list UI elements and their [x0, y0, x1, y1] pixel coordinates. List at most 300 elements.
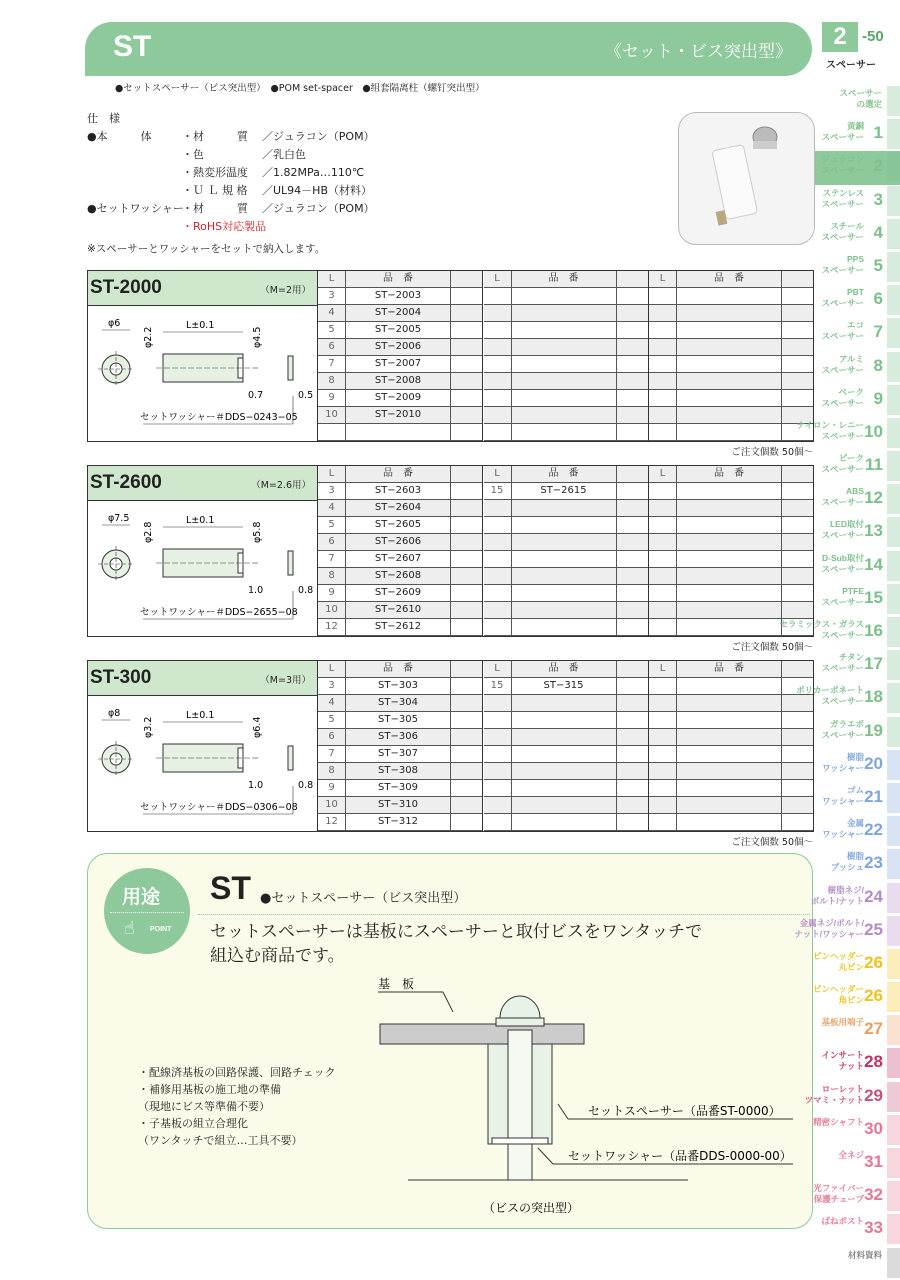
- sidebar-tab[interactable]: [812, 981, 900, 1014]
- part-number-cell: ST−2606: [346, 534, 451, 550]
- length-cell: [649, 356, 677, 372]
- part-number-cell: [512, 534, 617, 550]
- sidebar-tab[interactable]: [815, 450, 900, 483]
- tab-label-line2: ボルト/ナット: [810, 895, 864, 906]
- tab-label: [821, 586, 864, 608]
- length-cell: [649, 695, 677, 711]
- sidebar-tab[interactable]: [815, 284, 900, 317]
- spec-cell: ／UL94－HB（材料）: [262, 184, 372, 197]
- tab-label-line1: ピンヘッダー: [812, 984, 864, 995]
- table-row[interactable]: [649, 407, 813, 424]
- blank-cell: [617, 712, 648, 728]
- tab-label-line1: チタン: [838, 652, 864, 663]
- sidebar-tab[interactable]: [815, 1047, 900, 1080]
- table-row[interactable]: [318, 797, 482, 814]
- table-row[interactable]: [649, 356, 813, 373]
- tab-label-line2: スペーサー: [821, 497, 864, 508]
- spec-row: [87, 128, 375, 146]
- sidebar-tab[interactable]: [815, 1014, 900, 1047]
- tab-number: 7: [873, 322, 883, 342]
- length-cell: [649, 780, 677, 796]
- spec-cell: ／乳白色: [262, 148, 306, 161]
- tab-number: 32: [864, 1185, 883, 1205]
- length-cell: [484, 339, 512, 355]
- part-number-cell: [512, 500, 617, 516]
- tab-color-strip: [887, 1214, 900, 1244]
- sidebar-tab[interactable]: [815, 583, 900, 616]
- step-diameter-label: φ6.4: [252, 716, 263, 738]
- page-subtitle: 《セット・ビス突出型》: [605, 42, 792, 62]
- table-row[interactable]: [318, 288, 482, 305]
- part-number-cell: [677, 780, 782, 796]
- tab-number: 6: [873, 289, 883, 309]
- tab-color-strip: [887, 1148, 900, 1178]
- sidebar-tab[interactable]: [779, 616, 900, 649]
- tab-label-line1: ばねポスト: [821, 1216, 864, 1227]
- length-cell: [649, 585, 677, 601]
- length-cell: 9: [318, 780, 346, 796]
- header-blank: [782, 271, 813, 287]
- part-number-cell: ST−308: [346, 763, 451, 779]
- tab-color-strip: [887, 252, 900, 282]
- table-row[interactable]: [484, 780, 648, 797]
- dimension-panel: [88, 661, 318, 831]
- sidebar-tab[interactable]: [815, 749, 900, 782]
- tab-number: 27: [864, 1019, 883, 1039]
- part-list-group: [484, 661, 649, 831]
- blank-cell: [451, 568, 482, 584]
- washer-thickness-label: 0.5: [298, 390, 314, 401]
- sidebar-tab[interactable]: [815, 550, 900, 583]
- length-cell: 6: [318, 339, 346, 355]
- table-row[interactable]: [318, 500, 482, 517]
- blank-cell: [451, 551, 482, 567]
- sidebar-tab[interactable]: [815, 848, 900, 881]
- table-row[interactable]: [649, 729, 813, 746]
- spec-cell: [87, 164, 182, 182]
- sidebar-tab[interactable]: [794, 915, 900, 948]
- table-row[interactable]: [318, 619, 482, 636]
- spec-cell: ／ジュラコン（POM）: [262, 202, 375, 215]
- spec-cell: [87, 182, 182, 200]
- blank-cell: [617, 305, 648, 321]
- sidebar-tab[interactable]: [815, 815, 900, 848]
- length-cell: [484, 551, 512, 567]
- table-row[interactable]: [484, 797, 648, 814]
- header-part-number: 品 番: [677, 271, 782, 287]
- sidebar-tab[interactable]: [815, 716, 900, 749]
- table-row[interactable]: [318, 729, 482, 746]
- tab-label-line1: ピンヘッダー: [812, 950, 864, 961]
- part-number-cell: [512, 322, 617, 338]
- tab-label: [838, 1150, 864, 1161]
- table-row[interactable]: [649, 339, 813, 356]
- tab-color-strip: [887, 816, 900, 846]
- header-length: L: [484, 466, 512, 482]
- tab-number: 16: [864, 621, 883, 640]
- tab-label: [821, 486, 864, 508]
- tab-label-line1: ゴム: [846, 784, 864, 795]
- blank-cell: [782, 483, 813, 499]
- table-row[interactable]: [318, 746, 482, 763]
- tab-label-line2: スペーサー: [821, 729, 864, 740]
- sidebar-tab[interactable]: [815, 1114, 900, 1147]
- length-cell: [649, 568, 677, 584]
- blank-cell: [451, 602, 482, 618]
- length-cell: 4: [318, 500, 346, 516]
- part-number-cell: ST−2610: [346, 602, 451, 618]
- table-row[interactable]: [649, 568, 813, 585]
- tab-color-strip: [887, 949, 900, 979]
- part-number-cell: ST−2004: [346, 305, 451, 321]
- part-number-cell: ST−2615: [512, 483, 617, 499]
- table-row[interactable]: [318, 390, 482, 407]
- part-number-cell: [512, 729, 617, 745]
- table-row[interactable]: [318, 585, 482, 602]
- length-cell: [649, 814, 677, 830]
- blank-cell: [617, 322, 648, 338]
- table-row[interactable]: [484, 500, 648, 517]
- table-row[interactable]: [484, 534, 648, 551]
- blank-cell: [782, 356, 813, 372]
- blank-cell: [451, 763, 482, 779]
- table-row[interactable]: [484, 483, 648, 500]
- table-row[interactable]: [484, 517, 648, 534]
- sidebar-tab[interactable]: [815, 151, 900, 184]
- tab-color-strip: [887, 318, 900, 348]
- sidebar-tab[interactable]: [815, 218, 900, 251]
- blank-cell: [782, 797, 813, 813]
- sidebar-tab[interactable]: [815, 185, 900, 218]
- tab-color-strip: [887, 849, 900, 879]
- table-row[interactable]: [484, 695, 648, 712]
- tab-label-line2: 角ピン: [838, 995, 864, 1006]
- tab-color-strip: [887, 1181, 900, 1211]
- header-part-number: 品 番: [346, 661, 451, 677]
- part-number-cell: [677, 483, 782, 499]
- lead-line-2: 組込む商品です。: [210, 946, 345, 966]
- table-row[interactable]: [318, 322, 482, 339]
- table-row[interactable]: [649, 746, 813, 763]
- blank-cell: [451, 780, 482, 796]
- sidebar-tab[interactable]: [810, 882, 900, 915]
- sidebar-tab[interactable]: [815, 351, 900, 384]
- table-row[interactable]: [649, 797, 813, 814]
- table-row[interactable]: [318, 712, 482, 729]
- table-row[interactable]: [649, 585, 813, 602]
- tab-label-line2: ナット: [838, 1061, 864, 1072]
- tab-color-strip: [887, 186, 900, 216]
- length-label: L±0.1: [186, 320, 215, 331]
- length-cell: [484, 619, 512, 635]
- length-cell: 9: [318, 390, 346, 406]
- table-row[interactable]: [484, 568, 648, 585]
- part-number-cell: [677, 356, 782, 372]
- spec-cell: ・色: [182, 148, 204, 161]
- sidebar-tab[interactable]: [815, 1247, 900, 1280]
- tab-number: 3: [873, 189, 883, 209]
- blank-cell: [617, 500, 648, 516]
- header-part-number: 品 番: [677, 661, 782, 677]
- length-cell: 6: [318, 729, 346, 745]
- length-cell: [649, 534, 677, 550]
- table-row[interactable]: [484, 407, 648, 424]
- tab-label-line1: スチール: [830, 220, 864, 231]
- tab-color-strip: [887, 86, 900, 116]
- table-row[interactable]: [649, 763, 813, 780]
- table-row[interactable]: [484, 729, 648, 746]
- table-row[interactable]: [484, 356, 648, 373]
- table-row[interactable]: [318, 339, 482, 356]
- tab-label: [848, 1250, 882, 1261]
- length-cell: [649, 797, 677, 813]
- table-row[interactable]: [318, 407, 482, 424]
- table-row[interactable]: [649, 678, 813, 695]
- blank-cell: [451, 356, 482, 372]
- table-row[interactable]: [649, 534, 813, 551]
- part-number-cell: ST−2007: [346, 356, 451, 372]
- table-row[interactable]: [318, 602, 482, 619]
- length-cell: [484, 500, 512, 516]
- tab-number: 5: [873, 255, 883, 275]
- table-row[interactable]: [484, 339, 648, 356]
- tab-label-line2: スペーサー: [821, 530, 864, 541]
- sidebar-tab[interactable]: [815, 483, 900, 516]
- table-row[interactable]: [318, 305, 482, 322]
- length-cell: 9: [318, 585, 346, 601]
- blank-cell: [617, 483, 648, 499]
- tab-label-line1: 樹脂: [846, 751, 864, 762]
- tab-label-line2: スペーサー: [821, 663, 864, 674]
- length-cell: [649, 746, 677, 762]
- part-number-cell: [677, 424, 782, 440]
- part-number-cell: [512, 339, 617, 355]
- header-blank: [617, 271, 648, 287]
- sidebar-tab[interactable]: [815, 317, 900, 350]
- tab-label: [813, 1117, 864, 1128]
- tab-label-line2: 保護チューブ: [813, 1194, 864, 1205]
- blank-cell: [617, 517, 648, 533]
- sidebar-tab[interactable]: [815, 1147, 900, 1180]
- length-cell: [649, 305, 677, 321]
- length-cell: [484, 424, 512, 440]
- spec-row: [87, 146, 375, 164]
- table-row[interactable]: [649, 424, 813, 441]
- sidebar-tab[interactable]: [815, 384, 900, 417]
- table-row[interactable]: [318, 780, 482, 797]
- table-row[interactable]: [649, 814, 813, 831]
- blank-cell: [782, 390, 813, 406]
- sidebar-tab[interactable]: [815, 1213, 900, 1246]
- tab-color-strip: [887, 219, 900, 249]
- table-row[interactable]: [484, 602, 648, 619]
- tab-label-line2: スペーサー: [821, 563, 864, 574]
- length-cell: [484, 322, 512, 338]
- table-row[interactable]: [484, 322, 648, 339]
- tab-number: 18: [864, 687, 883, 707]
- table-row[interactable]: [318, 373, 482, 390]
- sidebar-tab[interactable]: [815, 1180, 900, 1213]
- tab-label-line1: セラミックス・ガラス: [779, 619, 864, 629]
- table-row[interactable]: [649, 373, 813, 390]
- table-row[interactable]: [649, 288, 813, 305]
- table-row[interactable]: [649, 551, 813, 568]
- table-row[interactable]: [318, 695, 482, 712]
- table-row[interactable]: [318, 568, 482, 585]
- part-number-cell: ST−2608: [346, 568, 451, 584]
- part-number-cell: ST−2609: [346, 585, 451, 601]
- tab-label: [821, 287, 864, 309]
- length-cell: 5: [318, 517, 346, 533]
- table-row[interactable]: [318, 551, 482, 568]
- spec-cell: ●セットワッシャー: [87, 202, 184, 215]
- table-row[interactable]: [484, 712, 648, 729]
- header-length: L: [318, 661, 346, 677]
- sidebar-tab[interactable]: [815, 782, 900, 815]
- length-cell: [649, 729, 677, 745]
- sidebar-tab[interactable]: [815, 118, 900, 151]
- blank-cell: [782, 534, 813, 550]
- tab-number: 28: [864, 1052, 883, 1072]
- blank-cell: [617, 288, 648, 304]
- header-part-number: 品 番: [512, 466, 617, 482]
- part-number-cell: [677, 746, 782, 762]
- tab-label-line1: 光ファイバー: [813, 1183, 864, 1194]
- tab-color-strip: [887, 385, 900, 415]
- table-row[interactable]: [484, 619, 648, 636]
- table-row[interactable]: [649, 712, 813, 729]
- sidebar-tab[interactable]: [796, 417, 900, 450]
- table-row[interactable]: [318, 517, 482, 534]
- spec-cell: [87, 146, 182, 164]
- part-number-cell: ST−2604: [346, 500, 451, 516]
- table-row[interactable]: [484, 814, 648, 831]
- tab-color-strip: [887, 352, 900, 382]
- table-row[interactable]: [484, 373, 648, 390]
- header-blank: [451, 466, 482, 482]
- tab-label-line2: スペーサー: [821, 596, 864, 607]
- table-row[interactable]: [484, 305, 648, 322]
- part-number-cell: ST−2003: [346, 288, 451, 304]
- length-label: L±0.1: [186, 515, 215, 526]
- length-cell: [484, 746, 512, 762]
- table-row[interactable]: [649, 780, 813, 797]
- header-length: L: [484, 271, 512, 287]
- sidebar-tab[interactable]: [815, 649, 900, 682]
- tab-label: [821, 121, 864, 143]
- table-row[interactable]: [484, 390, 648, 407]
- table-row[interactable]: [649, 322, 813, 339]
- tab-label-line1: エコ: [846, 320, 864, 331]
- part-number-cell: [677, 407, 782, 423]
- sidebar-tab[interactable]: [815, 85, 900, 118]
- table-row[interactable]: [484, 763, 648, 780]
- table-row[interactable]: [318, 534, 482, 551]
- table-row[interactable]: [484, 424, 648, 441]
- table-row[interactable]: [649, 695, 813, 712]
- sidebar-tab[interactable]: [796, 682, 900, 715]
- blank-cell: [451, 585, 482, 601]
- table-row[interactable]: [484, 746, 648, 763]
- table-row[interactable]: [649, 602, 813, 619]
- table-row[interactable]: [649, 500, 813, 517]
- table-header: [318, 271, 482, 288]
- table-row[interactable]: [318, 763, 482, 780]
- sidebar-tab[interactable]: [804, 1081, 900, 1114]
- table-row[interactable]: [484, 288, 648, 305]
- table-row[interactable]: [318, 678, 482, 695]
- sidebar-tab[interactable]: [815, 516, 900, 549]
- length-cell: 10: [318, 407, 346, 423]
- tab-number: 11: [865, 455, 883, 475]
- part-number-cell: [677, 339, 782, 355]
- tab-label-line2: ワッシャー: [822, 762, 864, 773]
- series-header: [88, 661, 317, 696]
- length-cell: [484, 602, 512, 618]
- product-table-st-300: [87, 660, 814, 832]
- length-cell: 5: [318, 712, 346, 728]
- tab-label: [821, 188, 864, 210]
- length-cell: 7: [318, 356, 346, 372]
- specifications: [87, 110, 375, 258]
- blank-cell: [782, 814, 813, 830]
- table-row[interactable]: [318, 424, 482, 441]
- table-row[interactable]: [318, 356, 482, 373]
- tab-label: [821, 154, 864, 176]
- sidebar-tab[interactable]: [815, 251, 900, 284]
- tab-label: [797, 420, 864, 442]
- table-row[interactable]: [318, 483, 482, 500]
- blank-cell: [451, 373, 482, 389]
- assembly-diagram: [368, 954, 808, 1222]
- header-blank: [782, 661, 813, 677]
- tab-label-line1: 材料資料: [847, 1249, 882, 1260]
- order-quantity-note: ご注文個数 50個～: [731, 642, 813, 653]
- tab-number: 24: [864, 886, 883, 906]
- length-cell: [484, 288, 512, 304]
- product-table-st-2600: [87, 465, 814, 637]
- flange-thickness-label: 0.7: [248, 390, 264, 401]
- blank-cell: [617, 568, 648, 584]
- length-cell: 15: [484, 483, 512, 499]
- blank-cell: [451, 619, 482, 635]
- length-cell: [484, 534, 512, 550]
- table-header: [649, 271, 813, 288]
- table-row[interactable]: [649, 390, 813, 407]
- length-cell: [649, 339, 677, 355]
- table-row[interactable]: [484, 678, 648, 695]
- sidebar-tab[interactable]: [812, 948, 900, 981]
- blank-cell: [782, 517, 813, 533]
- table-row[interactable]: [649, 305, 813, 322]
- tab-color-strip: [887, 285, 900, 315]
- length-cell: [649, 424, 677, 440]
- blank-cell: [617, 814, 648, 830]
- table-row[interactable]: [649, 483, 813, 500]
- blank-cell: [451, 534, 482, 550]
- table-row[interactable]: [318, 814, 482, 831]
- table-row[interactable]: [484, 585, 648, 602]
- tab-color-strip: [887, 750, 900, 780]
- blank-cell: [782, 763, 813, 779]
- blank-cell: [451, 678, 482, 694]
- table-row[interactable]: [484, 551, 648, 568]
- tab-label: [794, 918, 864, 940]
- step-diameter-label: φ5.8: [252, 521, 263, 543]
- tab-color-strip: [887, 1048, 900, 1078]
- header-length: L: [649, 466, 677, 482]
- table-row[interactable]: [649, 517, 813, 534]
